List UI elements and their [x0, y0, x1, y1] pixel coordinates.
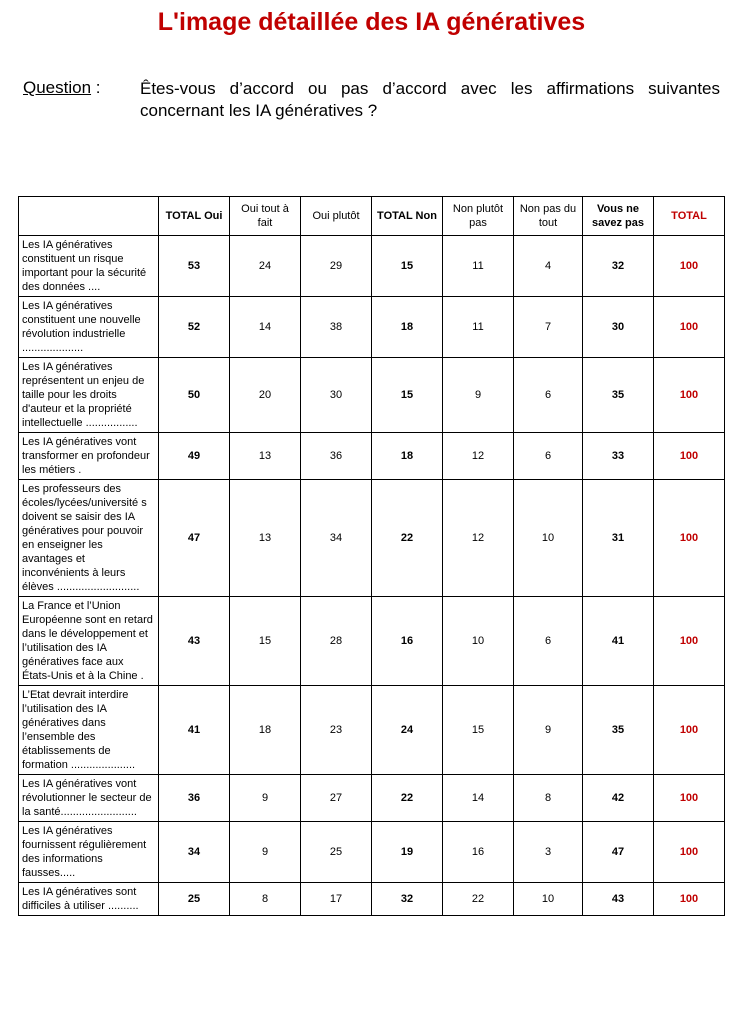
cell-oui-tout-a-fait: 15: [230, 597, 301, 686]
cell-oui-tout-a-fait: 18: [230, 686, 301, 775]
cell-oui-plutot: 34: [301, 480, 372, 597]
cell-non-pas-du-tout: 10: [514, 480, 583, 597]
cell-ne-savez-pas: 32: [583, 236, 654, 297]
cell-oui-plutot: 30: [301, 358, 372, 433]
cell-ne-savez-pas: 42: [583, 775, 654, 822]
cell-total-non: 22: [372, 480, 443, 597]
row-label: Les IA génératives représentent un enjeu de taille pour les droits d'auteur et la propriété intellectuelle .................: [19, 358, 159, 433]
cell-total-oui: 53: [159, 236, 230, 297]
cell-non-pas-du-tout: 4: [514, 236, 583, 297]
question-text: Êtes-vous d’accord ou pas d’accord avec les affirmations suivantes concernant les IA génératives ?: [140, 79, 720, 120]
header-oui-plutot: Oui plutôt: [301, 197, 372, 236]
cell-ne-savez-pas: 30: [583, 297, 654, 358]
cell-total-oui: 41: [159, 686, 230, 775]
header-empty: [19, 197, 159, 236]
cell-non-pas-du-tout: 3: [514, 822, 583, 883]
cell-total-oui: 25: [159, 883, 230, 916]
cell-non-plutot-pas: 22: [443, 883, 514, 916]
row-label: L’Etat devrait interdire l’utilisation des IA génératives dans l’ensemble des établissements de formation .....................: [19, 686, 159, 775]
question-label-sep: :: [91, 78, 101, 97]
question-label-text: Question: [23, 78, 92, 97]
cell-non-plutot-pas: 15: [443, 686, 514, 775]
cell-non-pas-du-tout: 6: [514, 597, 583, 686]
cell-oui-plutot: 36: [301, 433, 372, 480]
cell-non-plutot-pas: 9: [443, 358, 514, 433]
cell-total-oui: 43: [159, 597, 230, 686]
cell-oui-plutot: 23: [301, 686, 372, 775]
table-row: [19, 597, 725, 686]
cell-total-non: 15: [372, 236, 443, 297]
cell-oui-tout-a-fait: 13: [230, 433, 301, 480]
row-label: Les professeurs des écoles/lycées/université s doivent se saisir des IA génératives pour pouvoir en enseigner les avantages et inconvénients à leurs élèves ...........................: [19, 480, 159, 597]
cell-ne-savez-pas: 35: [583, 686, 654, 775]
cell-non-pas-du-tout: 7: [514, 297, 583, 358]
table-row: [19, 433, 725, 480]
cell-non-plutot-pas: 11: [443, 236, 514, 297]
table-row: [19, 775, 725, 822]
table-row: [19, 883, 725, 916]
cell-total-non: 15: [372, 358, 443, 433]
cell-total-non: 32: [372, 883, 443, 916]
cell-total-non: 24: [372, 686, 443, 775]
table-row: [19, 297, 725, 358]
cell-ne-savez-pas: 33: [583, 433, 654, 480]
cell-oui-plutot: 17: [301, 883, 372, 916]
header-total-oui: TOTAL Oui: [159, 197, 230, 236]
header-oui-tout-a-fait: Oui tout à fait: [230, 197, 301, 236]
cell-total: 100: [654, 358, 725, 433]
cell-total: 100: [654, 433, 725, 480]
row-label: Les IA génératives constituent un risque important pour la sécurité des données ....: [19, 236, 159, 297]
cell-total: 100: [654, 597, 725, 686]
cell-total: 100: [654, 686, 725, 775]
cell-non-pas-du-tout: 6: [514, 433, 583, 480]
cell-oui-tout-a-fait: 14: [230, 297, 301, 358]
cell-oui-plutot: 25: [301, 822, 372, 883]
cell-ne-savez-pas: 43: [583, 883, 654, 916]
cell-total-non: 19: [372, 822, 443, 883]
cell-total: 100: [654, 775, 725, 822]
cell-ne-savez-pas: 47: [583, 822, 654, 883]
cell-total: 100: [654, 297, 725, 358]
cell-non-plutot-pas: 10: [443, 597, 514, 686]
header-non-pas-du-tout: Non pas du tout: [514, 197, 583, 236]
table-row: [19, 236, 725, 297]
cell-total-non: 18: [372, 297, 443, 358]
cell-oui-tout-a-fait: 8: [230, 883, 301, 916]
header-total-non: TOTAL Non: [372, 197, 443, 236]
cell-total: 100: [654, 822, 725, 883]
cell-total-oui: 34: [159, 822, 230, 883]
cell-total-oui: 36: [159, 775, 230, 822]
page-title: L'image détaillée des IA génératives: [157, 8, 586, 36]
cell-ne-savez-pas: 35: [583, 358, 654, 433]
cell-total-oui: 47: [159, 480, 230, 597]
cell-total: 100: [654, 480, 725, 597]
cell-total-oui: 52: [159, 297, 230, 358]
cell-non-plutot-pas: 12: [443, 480, 514, 597]
cell-non-pas-du-tout: 6: [514, 358, 583, 433]
cell-total-non: 22: [372, 775, 443, 822]
cell-ne-savez-pas: 41: [583, 597, 654, 686]
cell-oui-plutot: 27: [301, 775, 372, 822]
cell-ne-savez-pas: 31: [583, 480, 654, 597]
cell-oui-tout-a-fait: 24: [230, 236, 301, 297]
cell-oui-tout-a-fait: 9: [230, 822, 301, 883]
cell-oui-plutot: 38: [301, 297, 372, 358]
cell-oui-plutot: 29: [301, 236, 372, 297]
table-row: [19, 822, 725, 883]
cell-total-non: 18: [372, 433, 443, 480]
cell-non-plutot-pas: 11: [443, 297, 514, 358]
cell-non-plutot-pas: 14: [443, 775, 514, 822]
row-label: Les IA génératives constituent une nouvelle révolution industrielle ....................: [19, 297, 159, 358]
results-table: [18, 196, 725, 916]
cell-total-oui: 49: [159, 433, 230, 480]
cell-non-pas-du-tout: 10: [514, 883, 583, 916]
header-total: TOTAL: [654, 197, 725, 236]
row-label: Les IA génératives fournissent régulièrement des informations fausses.....: [19, 822, 159, 883]
table-row: [19, 686, 725, 775]
header-ne-savez-pas: Vous ne savez pas: [583, 197, 654, 236]
row-label: La France et l’Union Européenne sont en retard dans le développement et l’utilisation des IA génératives face aux États-Unis et à la Chine .: [19, 597, 159, 686]
header-row: [19, 197, 725, 236]
cell-total: 100: [654, 236, 725, 297]
cell-non-plutot-pas: 16: [443, 822, 514, 883]
table-row: [19, 480, 725, 597]
cell-oui-plutot: 28: [301, 597, 372, 686]
row-label: Les IA génératives vont transformer en profondeur les métiers .: [19, 433, 159, 480]
cell-total-non: 16: [372, 597, 443, 686]
row-label: Les IA génératives vont révolutionner le secteur de la santé.........................: [19, 775, 159, 822]
cell-oui-tout-a-fait: 20: [230, 358, 301, 433]
cell-non-pas-du-tout: 9: [514, 686, 583, 775]
cell-total: 100: [654, 883, 725, 916]
cell-non-plutot-pas: 12: [443, 433, 514, 480]
header-non-plutot-pas: Non plutôt pas: [443, 197, 514, 236]
question-label: [23, 78, 101, 98]
table-row: [19, 358, 725, 433]
cell-oui-tout-a-fait: 13: [230, 480, 301, 597]
cell-non-pas-du-tout: 8: [514, 775, 583, 822]
cell-oui-tout-a-fait: 9: [230, 775, 301, 822]
cell-total-oui: 50: [159, 358, 230, 433]
row-label: Les IA génératives sont difficiles à utiliser ..........: [19, 883, 159, 916]
